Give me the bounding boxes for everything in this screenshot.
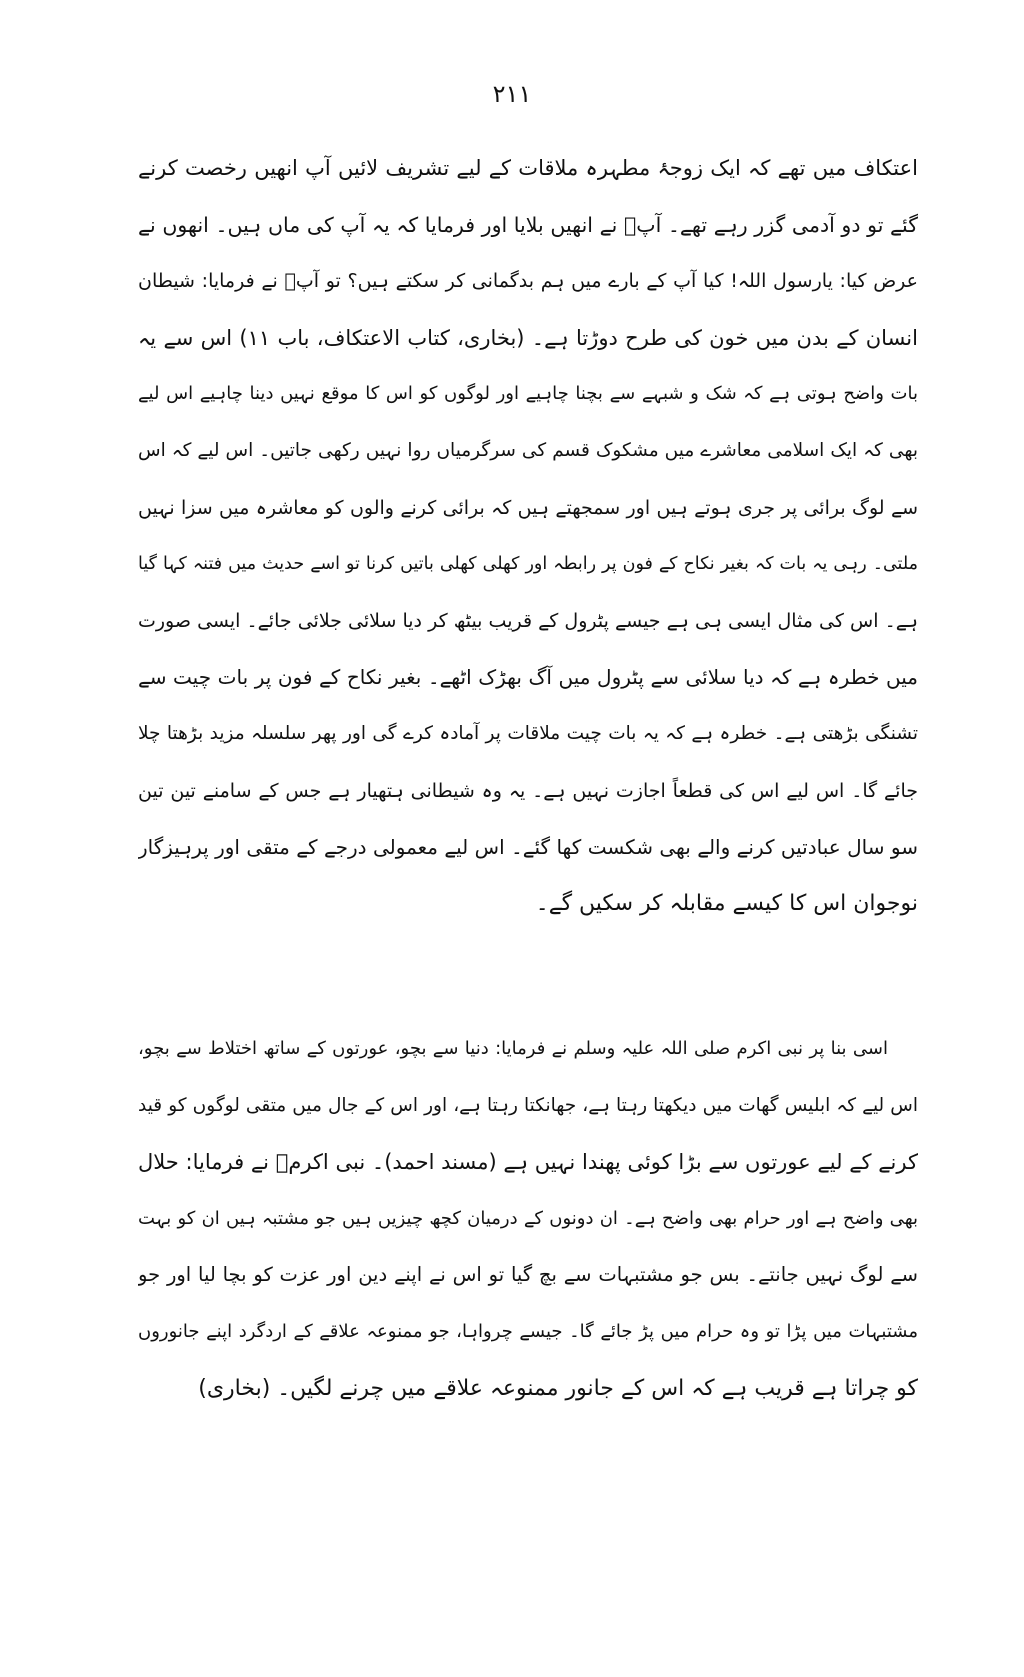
text-line: گئے تو دو آدمی گزر رہے تھے۔ آپؐ نے انھیں بلایا اور فرمایا کہ یہ آپ کی ماں ہیں۔ انھوں نے (138, 212, 918, 237)
text-line: بات واضح ہوتی ہے کہ شک و شبہے سے بچنا چاہیے اور لوگوں کو اس کا موقع نہیں دینا چاہیے اس لیے (138, 383, 918, 405)
text-line: کرنے کے لیے عورتوں سے بڑا کوئی پھندا نہیں ہے (مسند احمد)۔ نبی اکرمؐ نے فرمایا: حلال (138, 1150, 918, 1175)
text-line: اعتکاف میں تھے کہ ایک زوجۂ مطہرہ ملاقات کے لیے تشریف لائیں آپ انھیں رخصت کرنے (138, 156, 918, 180)
text-line: نوجوان اس کا کیسے مقابلہ کر سکیں گے۔ (535, 890, 918, 916)
text-line: سے لوگ نہیں جانتے۔ بس جو مشتبہات سے بچ گیا تو اس نے اپنے دین اور عزت کو بچا لیا اور جو (138, 1263, 918, 1287)
page-number: ۲۱۱ (492, 80, 532, 108)
text-line: عرض کیا: یارسول اللہ! کیا آپ کے بارے میں ہم بدگمانی کر سکتے ہیں؟ تو آپؐ نے فرمایا: شیطان (138, 270, 918, 293)
text-line: ہے۔ اس کی مثال ایسی ہی ہے جیسے پٹرول کے قریب بیٹھ کر دیا سلائی جلائی جائے۔ ایسی صورت (138, 609, 918, 632)
text-line: بھی کہ ایک اسلامی معاشرے میں مشکوک قسم کی سرگرمیاں روا نہیں رکھی جاتیں۔ اس لیے کہ اس (138, 439, 918, 461)
text-line: میں خطرہ ہے کہ دیا سلائی سے پٹرول میں آگ بھڑک اٹھے۔ بغیر نکاح کے فون پر بات چیت سے (138, 665, 918, 690)
paragraph-2 (138, 1021, 918, 1417)
text-line: جائے گا۔ اس لیے اس کی قطعاً اجازت نہیں ہے۔ یہ وہ شیطانی ہتھیار ہے جس کے سامنے تین تین (138, 779, 918, 802)
text-line: سے لوگ برائی پر جری ہوتے ہیں اور سمجھتے ہیں کہ برائی کرنے والوں کو معاشرہ میں سزا نہیں (138, 496, 918, 519)
text-line: بھی واضح ہے اور حرام بھی واضح ہے۔ ان دونوں کے درمیان کچھ چیزیں ہیں جو مشتبہ ہیں ان کو بہت (138, 1207, 918, 1229)
text-line: مشتبہات میں پڑا تو وہ حرام میں پڑ جائے گا۔ جیسے چرواہا، جو ممنوعہ علاقے کے اردگرد اپنے جانوروں (138, 1320, 918, 1342)
text-line: کو چراتا ہے قریب ہے کہ اس کے جانور ممنوعہ علاقے میں چرنے لگیں۔ (بخاری) (198, 1375, 918, 1401)
text-line: انسان کے بدن میں خون کی طرح دوڑتا ہے۔ (بخاری، کتاب الاعتکاف، باب ۱۱) اس سے یہ (138, 325, 918, 350)
text-line: ملتی۔ رہی یہ بات کہ بغیر نکاح کے فون پر رابطہ اور کھلی کھلی باتیں کرنا تو اسے حدیث میں فتنہ کہا گیا (138, 554, 918, 575)
text-line: اسی بنا پر نبی اکرم صلی اللہ علیہ وسلم نے فرمایا: دنیا سے بچو، عورتوں کے ساتھ اختلاط سے بچو، (138, 1038, 888, 1059)
text-line: تشنگی بڑھتی ہے۔ خطرہ ہے کہ یہ بات چیت ملاقات پر آمادہ کرے گی اور پھر سلسلہ مزید بڑھتا چلا (138, 722, 918, 744)
paragraph-1 (138, 140, 918, 932)
text-line: اس لیے کہ ابلیس گھات میں دیکھتا رہتا ہے، جھانکتا رہتا ہے، اور اس کے جال میں متقی لوگوں کو قید (138, 1094, 918, 1116)
text-line: سو سال عبادتیں کرنے والے بھی شکست کھا گئے۔ اس لیے معمولی درجے کے متقی اور پرہیزگار (138, 835, 918, 860)
